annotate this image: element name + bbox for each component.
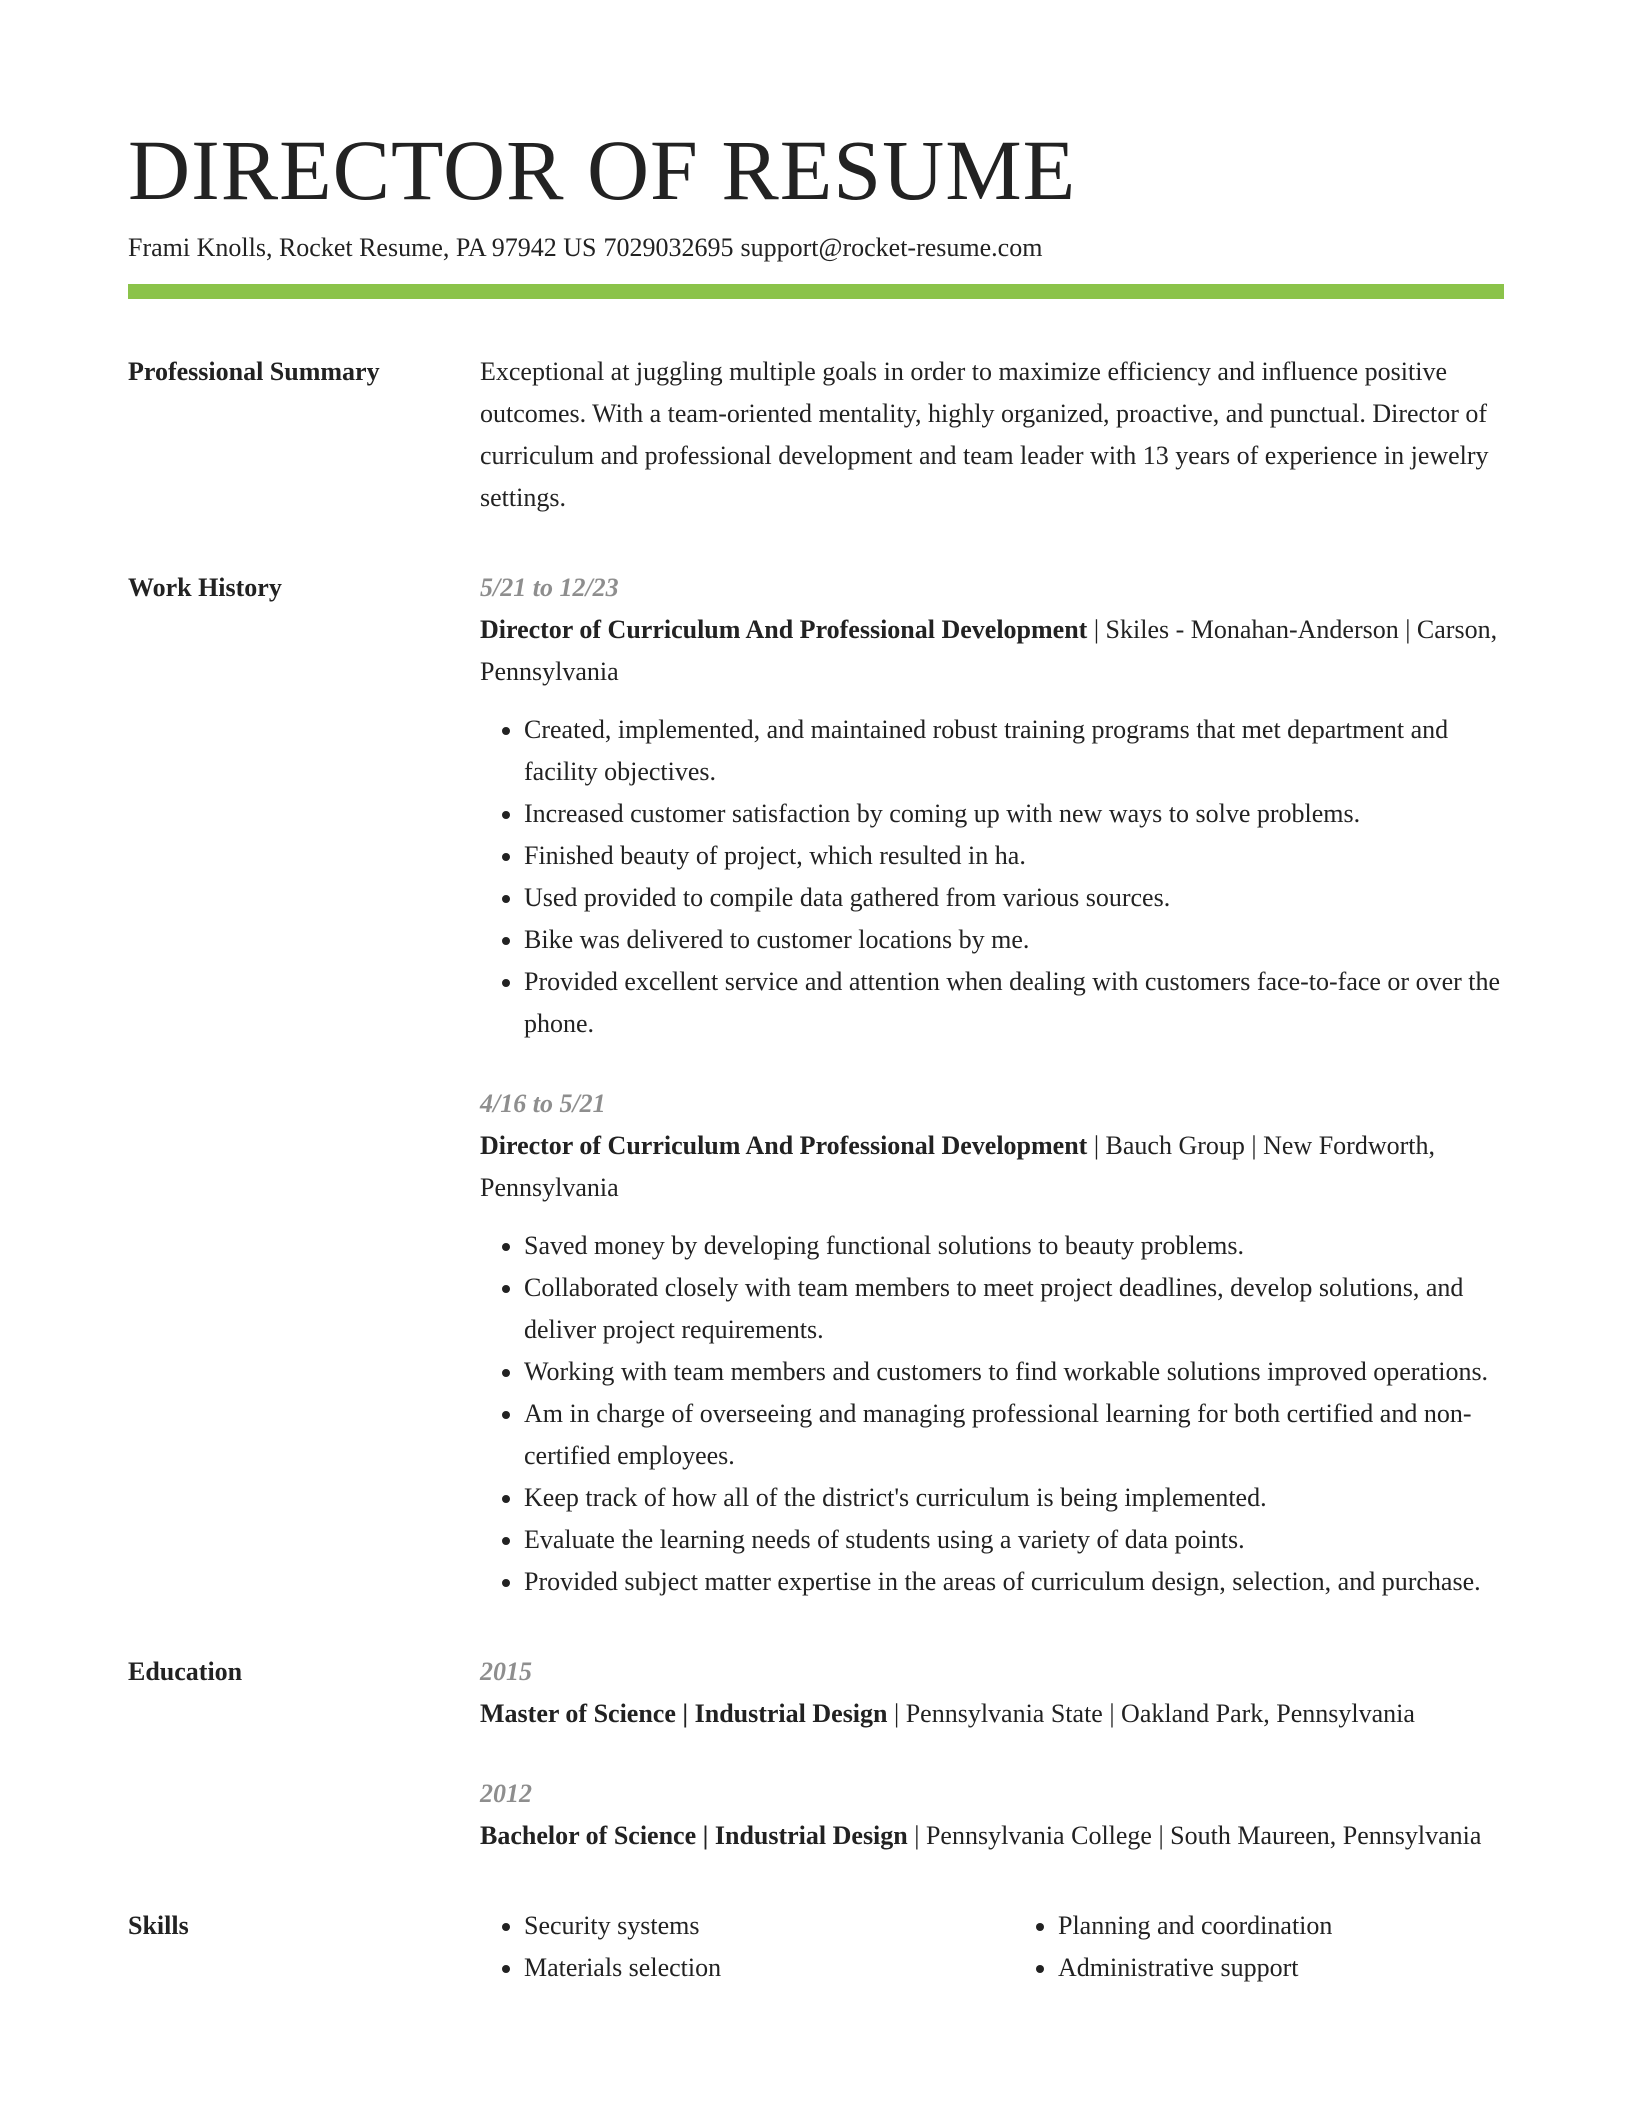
list-item: • Evaluate the learning needs of students using a variety of data points. xyxy=(524,1519,1504,1561)
skills-list-right xyxy=(1014,1905,1504,1989)
work-history-body xyxy=(480,567,1504,1603)
summary-text: Exceptional at juggling multiple goals in order to maximize efficiency and influence positive outcomes. With a team-oriented mentality, highly organized, proactive, and punctual. Director of curriculum and professional development and team leader with 13 years of experience in jewelry settings. xyxy=(480,357,1489,512)
list-item: • Materials selection xyxy=(524,1947,970,1989)
list-item: • Provided excellent service and attention when dealing with customers face-to-face or over the phone. xyxy=(524,961,1504,1045)
skills-section xyxy=(128,1905,1504,1989)
skills-list-left xyxy=(480,1905,970,1989)
list-item: • Increased customer satisfaction by coming up with new ways to solve problems. xyxy=(524,793,1504,835)
work-history-section xyxy=(128,567,1504,1603)
contact-phone: 7029032695 xyxy=(603,233,734,262)
job-entry xyxy=(480,567,1504,1045)
skills-body xyxy=(480,1905,1504,1989)
education-heading: Education xyxy=(128,1657,243,1686)
work-history-heading: Work History xyxy=(128,573,282,602)
education-body xyxy=(480,1651,1504,1857)
education-degree: Bachelor of Science | Industrial Design xyxy=(480,1821,908,1850)
list-item: • Created, implemented, and maintained robust training programs that met department and facility objectives. xyxy=(524,709,1504,793)
education-year: 2015 xyxy=(480,1657,532,1686)
job-bullets xyxy=(480,1225,1504,1603)
job-dates: 5/21 to 12/23 xyxy=(480,573,619,602)
list-item: • Security systems xyxy=(524,1905,970,1947)
summary-heading: Professional Summary xyxy=(128,357,380,386)
skills-heading: Skills xyxy=(128,1911,189,1940)
summary-section xyxy=(128,351,1504,519)
header-divider xyxy=(128,284,1504,299)
list-item: • Provided subject matter expertise in the areas of curriculum design, selection, and purchase. xyxy=(524,1561,1504,1603)
list-item: • Administrative support xyxy=(1058,1947,1504,1989)
education-year: 2012 xyxy=(480,1779,532,1808)
job-title-line xyxy=(480,1125,1504,1209)
list-item: • Am in charge of overseeing and managing professional learning for both certified and non-certified employees. xyxy=(524,1393,1504,1477)
education-school: | Pennsylvania College | South Maureen, Pennsylvania xyxy=(907,1821,1482,1850)
list-item: • Bike was delivered to customer locations by me. xyxy=(524,919,1504,961)
list-item: • Working with team members and customers to find workable solutions improved operations. xyxy=(524,1351,1504,1393)
job-dates: 4/16 to 5/21 xyxy=(480,1089,606,1118)
job-employer: | Bauch Group | New Fordworth, Pennsylvania xyxy=(480,1131,1435,1202)
education-title-line xyxy=(480,1693,1504,1735)
education-degree: Master of Science | Industrial Design xyxy=(480,1699,888,1728)
education-entry xyxy=(480,1773,1504,1857)
list-item: • Collaborated closely with team members to meet project deadlines, develop solutions, and deliver project requirements. xyxy=(524,1267,1504,1351)
job-employer: | Skiles - Monahan-Anderson | Carson, Pennsylvania xyxy=(480,615,1498,686)
list-item: • Saved money by developing functional solutions to beauty problems. xyxy=(524,1225,1504,1267)
list-item: • Keep track of how all of the district's curriculum is being implemented. xyxy=(524,1477,1504,1519)
education-school: | Pennsylvania State | Oakland Park, Pennsylvania xyxy=(887,1699,1415,1728)
job-title: Director of Curriculum And Professional Development xyxy=(480,615,1088,644)
job-title-line xyxy=(480,609,1504,693)
list-item: • Planning and coordination xyxy=(1058,1905,1504,1947)
education-entry xyxy=(480,1651,1504,1735)
list-item: • Finished beauty of project, which resulted in ha. xyxy=(524,835,1504,877)
education-section xyxy=(128,1651,1504,1857)
education-title-line xyxy=(480,1815,1504,1857)
job-bullets xyxy=(480,709,1504,1045)
contact-line xyxy=(128,230,1504,266)
contact-email: support@rocket-resume.com xyxy=(740,233,1043,262)
contact-address: Frami Knolls, Rocket Resume, PA 97942 US xyxy=(128,233,597,262)
list-item: • Used provided to compile data gathered from various sources. xyxy=(524,877,1504,919)
job-title: Director of Curriculum And Professional Development xyxy=(480,1131,1088,1160)
resume-page xyxy=(128,0,1504,1989)
job-entry xyxy=(480,1083,1504,1603)
resume-name: DIRECTOR OF RESUME xyxy=(128,122,1077,218)
